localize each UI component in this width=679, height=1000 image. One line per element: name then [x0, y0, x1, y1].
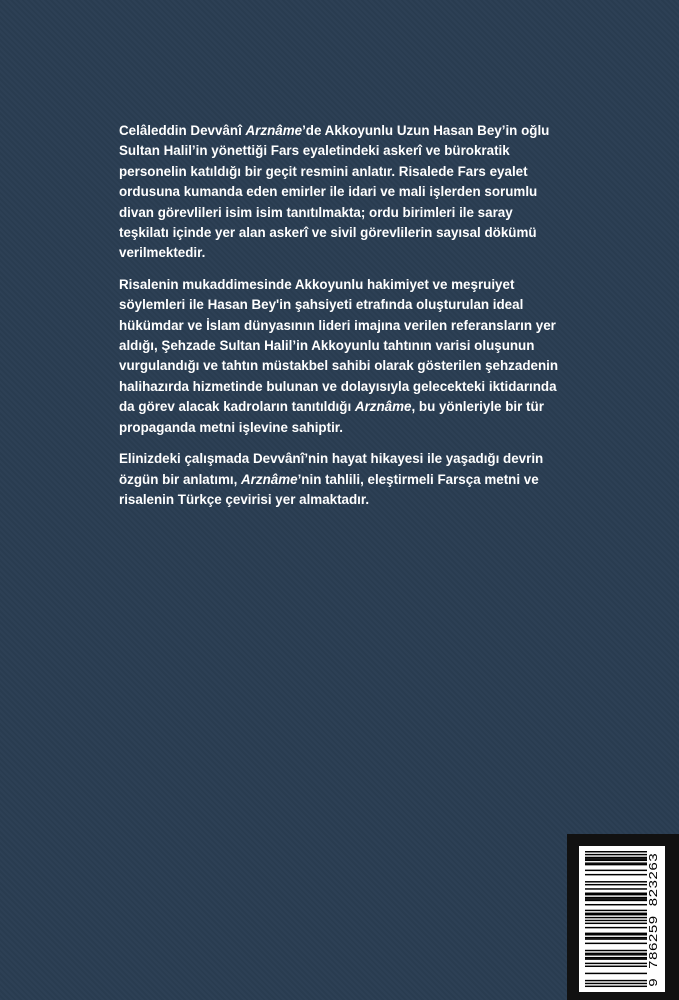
barcode-bar	[585, 900, 647, 901]
barcode-bar	[585, 904, 647, 905]
blurb-paragraph-3	[119, 449, 559, 510]
barcode-bar	[585, 914, 647, 915]
italic-title: Arznâme	[354, 399, 412, 415]
barcode-bar	[585, 943, 647, 944]
text-run: Risalenin mukaddimesinde Akkoyunlu hakimiyet ve meşruiyet söylemleri ile Hasan Bey'in şahsiyeti etrafında oluşturulan ideal hükümdar ve İslam dünyasının lideri imajına verilen referansların yer aldığı, Şehzade Sultan Halil’in Akkoyunlu tahtının varisi oluşunun vurgulandığı ve tahtın müstakbel sahibi olarak gösterilen şehzadenin halihazırda hizmetinde bulunan ve dolayısıyla gelecekteki iktidarında da görev alacak kadroların tanıtıldığı	[119, 276, 559, 415]
blurb-paragraph-2	[119, 275, 559, 438]
back-cover-blurb	[119, 121, 559, 521]
barcode-bar	[585, 966, 647, 967]
barcode-bar	[585, 888, 647, 889]
barcode-bar	[585, 957, 647, 958]
barcode-bar	[585, 913, 647, 914]
barcode-bar	[585, 980, 647, 981]
barcode-bar	[585, 854, 647, 855]
text-run: Celâleddin Devvânî	[119, 123, 246, 138]
barcode-bar	[585, 954, 647, 955]
text-run: , bu yönleriyle bir tür propaganda metni işlevine sahiptir.	[119, 399, 544, 435]
barcode-bar	[585, 898, 647, 899]
text-run: ’de Akkoyunlu Uzun Hasan Bey’in oğlu Sultan Halil’in yönettiği Fars eyaletindeki askerî ve bürokratik personelin katıldığı bir geçit resmini anlatır. Risalede Fars eyalet ordusuna kumanda eden emirler ile idari ve mali işlerden sorumlu divan görevlileri isim isim tanıtılmakta; ordu birimleri ile saray teşkilatı içinde yer alan askerî ve sivil görevlilerin sayısal dökümü verilmektedir.	[119, 123, 550, 261]
blurb-paragraph-1	[119, 121, 559, 264]
barcode-bar	[585, 927, 647, 928]
barcode-bar	[585, 986, 647, 987]
barcode-bar	[585, 884, 647, 885]
barcode-bar	[585, 983, 647, 984]
barcode-bar	[585, 862, 647, 863]
barcode-bar	[585, 874, 647, 875]
barcode-bar	[585, 860, 647, 861]
barcode-bar	[585, 953, 647, 954]
barcode-bar	[585, 864, 647, 865]
italic-title: Arznâme	[245, 123, 303, 138]
barcode-bar	[585, 894, 647, 895]
barcode-bar	[585, 963, 647, 964]
barcode-bar	[585, 973, 647, 974]
barcode-bar	[585, 897, 647, 898]
barcode-bar	[585, 920, 647, 921]
barcode-bar	[585, 933, 647, 934]
barcode-bar	[585, 958, 647, 959]
barcode-bar	[585, 934, 647, 935]
barcode-bar	[585, 858, 647, 859]
text-run: Elinizdeki çalışmada Devvânî’nin hayat hikayesi ile yaşadığı devrin özgün bir anlatımı,	[119, 451, 544, 487]
barcode-bar	[585, 923, 647, 924]
barcode-bar	[585, 938, 647, 939]
barcode-bar	[585, 857, 647, 858]
barcode-bar	[585, 851, 647, 852]
barcode-graphic	[579, 846, 665, 992]
barcode-bar	[585, 881, 647, 882]
italic-title: Arznâme	[241, 471, 298, 487]
barcode-digits: 9 786259 823263	[648, 883, 661, 987]
barcode-bar	[585, 870, 647, 871]
barcode-bar	[585, 937, 647, 938]
isbn-barcode	[567, 834, 679, 1000]
text-run: ’nin tahlili, eleştirmeli Farsça metni ve risalenin Türkçe çevirisi yer almaktadır.	[119, 471, 539, 507]
barcode-bar	[585, 950, 647, 951]
barcode-bar	[585, 893, 647, 894]
barcode-bar	[585, 917, 647, 918]
barcode-bar	[585, 910, 647, 911]
barcode-label	[579, 846, 665, 992]
